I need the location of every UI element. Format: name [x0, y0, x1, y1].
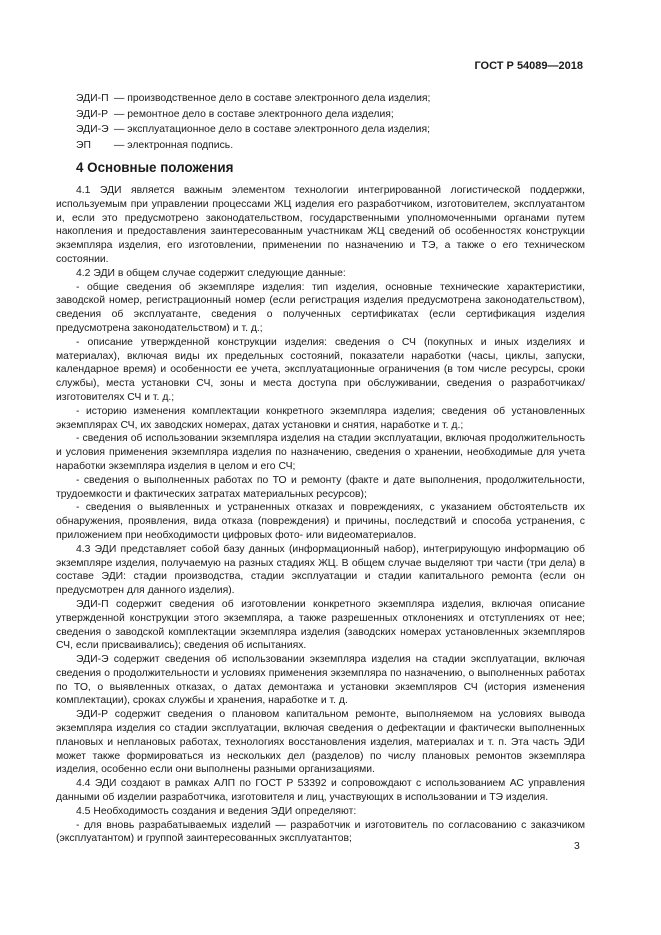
list-item: - для вновь разрабатываемых изделий — разработчик и изготовитель по согласованию с заказчиком (эксплуатантом) и группой заинтересованных эксплуатантов;: [56, 819, 585, 845]
abbreviation-code: ЭП: [76, 139, 91, 151]
list-item: - сведения о выявленных и устраненных отказах и повреждениях, с указанием обстоятельств их обнаружения, проявления, вида отказа (повреждения) и причины, последствий и способа устранения, с приложением при необходимости цифровых фото- или видеоматериалов.: [56, 502, 585, 541]
paragraph-4-5: 4.5 Необходимость создания и ведения ЭДИ определяют:: [76, 805, 357, 817]
abbreviation-item: [76, 107, 430, 123]
abbreviation-description: — производственное дело в составе электронного дела изделия;: [114, 93, 431, 104]
list-item: - сведения о выполненных работах по ТО и ремонту (факте и дате выполнения, продолжительности, трудоемкости и фактических затратах материальных ресурсов);: [56, 474, 585, 500]
list-item: - историю изменения комплектации конкретного экземпляра изделия; сведения об установленных экземплярах СЧ, их заводских номерах, датах установки и снятия, наработке и т. д.;: [56, 405, 585, 431]
abbreviation-description: — ремонтное дело в составе электронного дела изделия;: [114, 108, 394, 120]
list-item: - сведения об использовании экземпляра изделия на стадии эксплуатации, включая продолжительность и условия применения экземпляра изделия по назначению, сведения о хранении, необходимые для учета наработки экземпляра изделия в целом и его СЧ;: [56, 433, 585, 472]
page-number: 3: [574, 841, 580, 852]
abbreviation-list: [76, 91, 430, 153]
abbreviation-item: [76, 91, 430, 107]
paragraph-4-4: 4.4 ЭДИ создают в рамках АЛП по ГОСТ Р 53392 и сопровождают с использованием АС управления данными об изделии разработчика, изготовителя и лиц, участвующих в использовании и ТЭ изделия.: [56, 778, 585, 804]
abbreviation-code: ЭДИ-Р: [76, 108, 109, 120]
abbreviation-item: [76, 122, 430, 138]
list-item: - описание утвержденной конструкции изделия: сведения о СЧ (покупных и иных изделиях и материалах), включая виды их предельных состояний, показатели наработки (часы, циклы, запуски, календарное время) и особенности ее учета, эксплуатационные ограничения (в том числе ресурсы, сроки службы), места установки СЧ, зоны и места доступа при обслуживании, сведения о разработчиках/изготовителях СЧ и т. д.;: [56, 336, 585, 403]
paragraph-edi-p: ЭДИ-П содержит сведения об изготовлении конкретного экземпляра изделия, включая описание утвержденной конструкции этого экземпляра, а также разрешенных отклонениях и отступлениях от нее; сведения о заводской комплектации экземпляра изделия (заводских номерах установленных экземпляров СЧ, если присваивались); сведения об испытаниях.: [56, 598, 585, 652]
section-title: 4 Основные положения: [76, 160, 234, 175]
paragraph-4-2: 4.2 ЭДИ в общем случае содержит следующие данные:: [76, 267, 346, 279]
paragraph-4-3: 4.3 ЭДИ представляет собой базу данных (информационный набор), интегрирующую информацию об экземпляре изделия, получаемую на разных стадиях ЖЦ. В общем случае выделяют три части (три дела) в составе ЭДИ: стадии производства, стадии эксплуатации и стадии капитального ремонта (если он предусмотрен для данного изделия).: [56, 543, 585, 597]
abbreviation-description: — эксплуатационное дело в составе электронного дела изделия;: [114, 124, 430, 135]
document-id: ГОСТ Р 54089—2018: [474, 60, 583, 72]
section-body: [56, 184, 585, 846]
abbreviation-code: ЭДИ-Э: [76, 124, 109, 135]
abbreviation-item: [76, 138, 430, 154]
paragraph-4-1: 4.1 ЭДИ является важным элементом технологии интегрированной логистической поддержки, используемым при управлении процессами ЖЦ изделия его разработчиком, изготовителем, эксплуатантом и, если это предусмотрено законодательством, государственными уполномоченными органами путем накопления и предоставления заинтересованным участникам ЖЦ сведений об особенностях конструкции экземпляра изделия, его изготовлении, применении по назначению и ТЭ, а также о его техническом состоянии.: [56, 185, 585, 265]
paragraph-edi-e: ЭДИ-Э содержит сведения об использовании экземпляра изделия на стадии эксплуатации, включая сведения о продолжительности и условиях применения экземпляра по назначению, о выполненных работах по ТО, о выявленных отказах, о датах демонтажа и установки экземпляров СЧ (история изменения комплектации), сроках службы и хранения, наработке и т. д.: [56, 654, 585, 707]
abbreviation-code: ЭДИ-П: [76, 93, 109, 104]
abbreviation-description: — электронная подпись.: [114, 139, 234, 151]
paragraph-edi-r: ЭДИ-Р содержит сведения о плановом капитальном ремонте, выполняемом на условиях вывода экземпляра изделия со стадии эксплуатации, включая сведения о дефектации и фактически выполненных плановых и неплановых работах, технологиях восстановления изделия, материалах и т. п. Эта часть ЭДИ может также формироваться из нескольких дел (разделов) по числу плановых ремонтов экземпляра изделия, особенно если они выполнены разными организациями.: [56, 709, 585, 776]
list-item: - общие сведения об экземпляре изделия: тип изделия, основные технические характеристики, заводской номер, регистрационный номер (если регистрация изделия предусмотрена законодательством), сведения об эксплуатанте, сведения о полученных сертификатах (если сертификация изделия предусмотрена законодательством) и т. д.;: [56, 281, 585, 334]
